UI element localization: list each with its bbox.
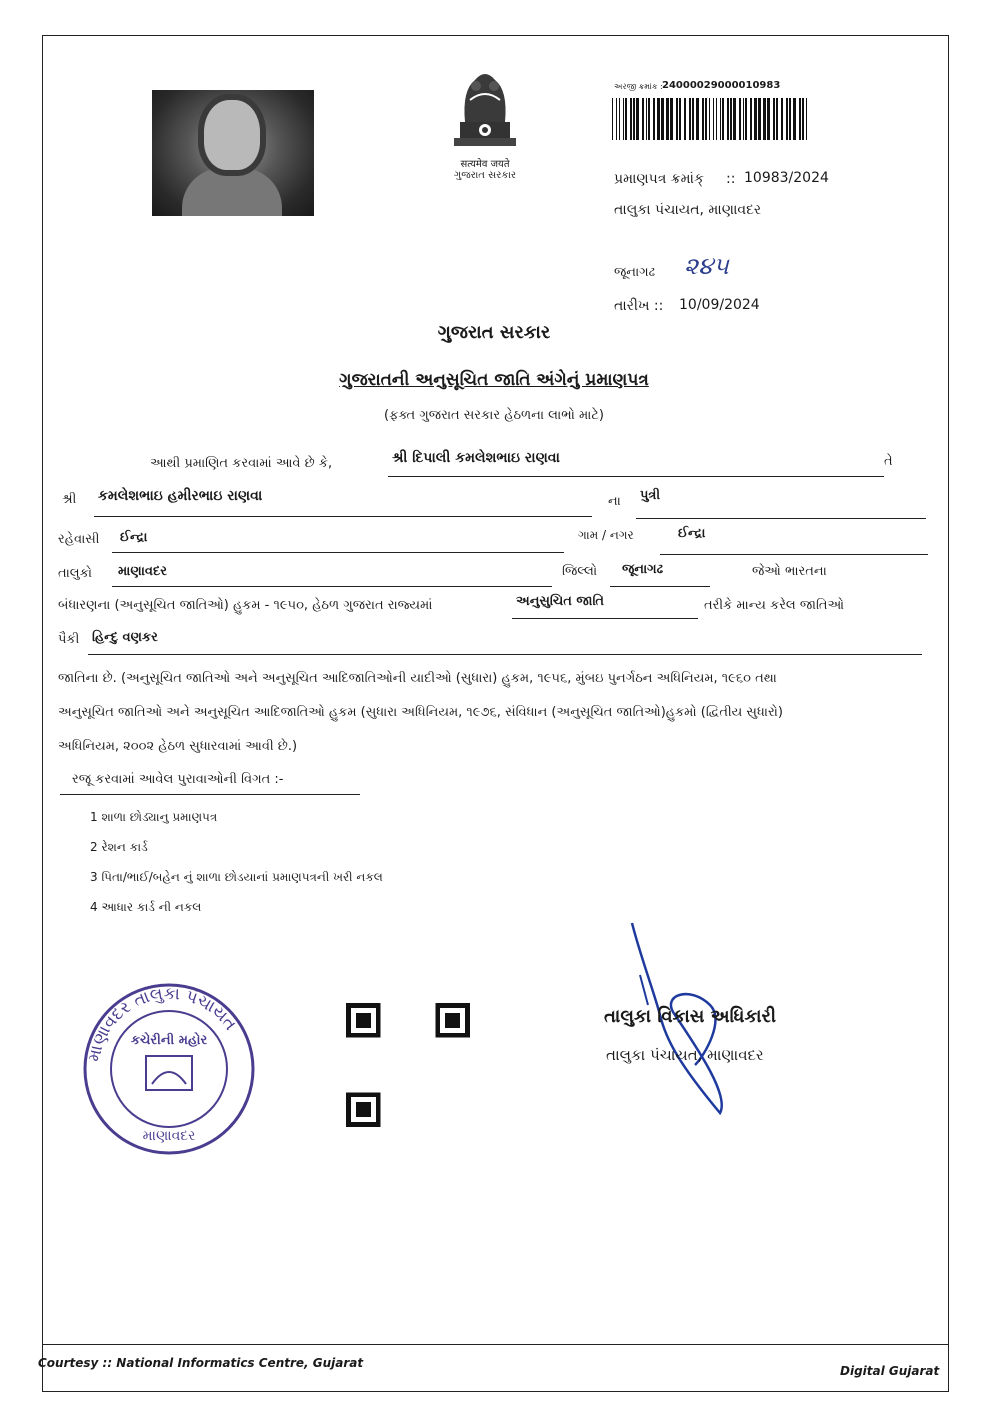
district-label: જિલ્લો [562, 564, 598, 579]
taluka-label: તાલુકો [58, 566, 93, 581]
village-label: ગામ / નગર [578, 528, 634, 542]
evidence-item: 2 રેશન કાર્ડ [90, 840, 148, 854]
te-text: તે [884, 454, 893, 469]
whose-india-text: જેઓ ભારતના [752, 564, 827, 579]
legal-para-line-1: જાતિના છે. (અનુસૂચિત જાતિઓ અને અનુસૂચિત આદિજાતિઓની યાદીઓ (સુધારા) હુકમ, ૧૯૫૬, મુંબઇ પુનર્ગઠન અધિનિયમ, ૧૯૬૦ તથા [58, 671, 777, 686]
handwritten-number: ૨૪૫ [684, 252, 729, 280]
father-name: કમલેશભાઇ હમીરભાઇ રાણવા [98, 488, 263, 504]
certificate-no: 10983/2024 [744, 170, 829, 186]
caste-category-line [512, 618, 698, 619]
qr-code [346, 1002, 470, 1128]
seal-bottom-text: માણાવદર [142, 1128, 196, 1144]
seal-center-text: કચેરીની મહોર [130, 1033, 208, 1048]
resident-value: ઈન્દ્રા [120, 530, 148, 545]
among-label: પૈકી [58, 632, 80, 647]
taluka-line [112, 586, 552, 587]
shri-label: શ્રી [62, 492, 77, 507]
taluka-value: માણાવદર [118, 564, 167, 579]
village-line [660, 554, 928, 555]
government-title: ગુજરાત સરકાર [437, 322, 551, 343]
evidence-item: 1 શાળા છોડ્યાનુ પ્રમાણપત્ર [90, 810, 218, 824]
signatory-office: તાલુકા પંચાયત, માણાવદર [606, 1046, 764, 1064]
caste-value-line [88, 654, 922, 655]
na-text: ના [608, 494, 621, 509]
relation-line [636, 518, 926, 519]
applicant-photo [152, 90, 314, 216]
district-line [610, 586, 710, 587]
certificate-no-label: પ્રમાણપત્ર ક્રમાંક્ [614, 171, 704, 187]
relation-value: પુત્રી [640, 488, 661, 503]
constitution-text: બંધારણના (અનુસૂચિત જાતિઓ) હુકમ - ૧૯૫૦, હેઠળ ગુજરાત રાજ્યમાં [58, 598, 433, 613]
recognized-text: તરીકે માન્ય કરેલ જાતિઓ [704, 598, 845, 613]
evidence-heading: રજૂ કરવામાં આવેલ પુરાવાઓની વિગત :- [72, 772, 284, 787]
applicant-name: શ્રી દિપાલી કમલેશભાઇ રાણવા [392, 450, 560, 466]
emblem-motto: सत्यमेव जयते [460, 159, 510, 170]
issuing-office: તાલુકા પંચાયત, માણાવદર [614, 202, 762, 218]
caste-value: હિન્દુ વણકર [92, 630, 158, 645]
application-no: 24000029000010983 [662, 80, 781, 91]
certificate-subheading: (ફક્ત ગુજરાત સરકાર હેઠળના લાભો માટે) [384, 408, 604, 423]
city-label: જૂનાગઢ [614, 265, 656, 280]
district-value: જૂનાગઢ [622, 562, 664, 577]
legal-para-line-3: અધિનિયમ, ૨૦૦૨ હેઠળ સુધારવામાં આવી છે.) [58, 739, 298, 754]
resident-line [112, 552, 564, 553]
svg-text:માણાવદર તાલુકા પંચાયત [84, 984, 240, 1064]
resident-label: રહેવાસી [58, 532, 100, 547]
emblem-caption: ગુજરાત સરકાર [453, 170, 517, 181]
footer-courtesy: Courtesy :: National Informatics Centre, Gujarat [38, 1356, 364, 1370]
signatory-title: તાલુકા વિકાસ અધિકારી [604, 1006, 777, 1027]
evidence-heading-line [60, 794, 360, 795]
application-no-label: અરજી ક્રમાંક : [614, 82, 663, 91]
father-name-line [94, 516, 592, 517]
barcode [612, 98, 810, 140]
certificate-heading: ગુજરાતની અનુસૂચિત જાતિ અંગેનું પ્રમાણપત્ર [339, 370, 649, 390]
village-value: ઈન્દ્રા [678, 526, 706, 541]
date-label: તારીખ :: [614, 298, 664, 314]
office-seal-icon [80, 980, 258, 1158]
caste-category: અનુસુચિત જાતિ [516, 594, 605, 609]
seal-ring-text: માણાવદર તાલુકા પંચાયત [84, 983, 241, 1064]
issue-date: 10/09/2024 [679, 297, 760, 313]
legal-para-line-2: અનુસૂચિત જાતિઓ અને અનુસૂચિત આદિજાતિઓ હુકમ (સુધારા અધિનિયમ, ૧૯૭૬, સંવિધાન (અનુસૂચિત જાતિઓ)હુકમો (દ્વિતીય સુધારો) [58, 705, 783, 720]
national-emblem-icon [440, 60, 530, 160]
evidence-item: 3 પિતા/ભાઈ/બહેન નું શાળા છોડયાનાં પ્રમાણપત્રની ખરી નકલ [90, 870, 383, 884]
applicant-name-line [388, 476, 884, 477]
evidence-item: 4 આધાર કાર્ડ ની નકલ [90, 900, 202, 914]
footer-brand: Digital Gujarat [840, 1364, 940, 1378]
certify-text: આથી પ્રમાણિત કરવામાં આવે છે કે, [150, 456, 333, 471]
certificate-no-sep: :: [726, 171, 736, 187]
